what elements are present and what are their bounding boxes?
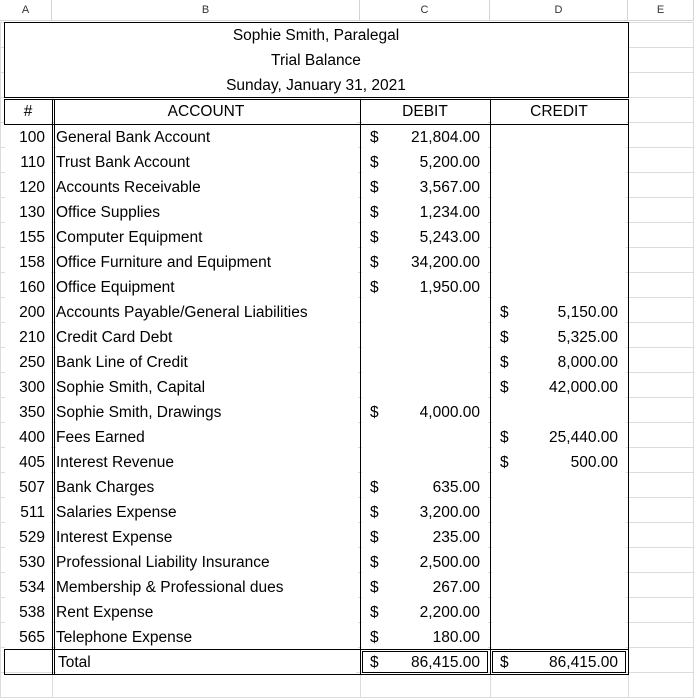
credit-value: 25,440.00 xyxy=(549,429,618,446)
account-number[interactable]: 538 xyxy=(5,600,51,625)
debit-value: 2,200.00 xyxy=(419,604,480,621)
account-name[interactable]: Accounts Receivable xyxy=(56,175,358,200)
account-name[interactable]: Membership & Professional dues xyxy=(56,575,358,600)
debit-cell[interactable] xyxy=(362,325,488,350)
debit-currency: $ xyxy=(370,229,379,246)
debit-value: 3,567.00 xyxy=(419,179,480,196)
total-credit-currency: $ xyxy=(500,654,509,671)
account-number[interactable]: 200 xyxy=(5,300,51,325)
debit-currency: $ xyxy=(370,129,379,146)
credit-value: 500.00 xyxy=(570,454,618,471)
credit-value: 8,000.00 xyxy=(557,354,618,371)
account-name[interactable]: Professional Liability Insurance xyxy=(56,550,358,575)
total-debit-value: 86,415.00 xyxy=(411,654,480,671)
account-number[interactable]: 100 xyxy=(5,125,51,150)
debit-currency: $ xyxy=(370,529,379,546)
debit-currency: $ xyxy=(370,204,379,221)
credit-cell[interactable] xyxy=(492,125,626,150)
debit-value: 267.00 xyxy=(432,579,480,596)
debit-cell[interactable] xyxy=(362,375,488,400)
header-debit: DEBIT xyxy=(362,99,488,124)
account-name[interactable]: Credit Card Debt xyxy=(56,325,358,350)
account-number[interactable]: 529 xyxy=(5,525,51,550)
credit-cell[interactable] xyxy=(492,325,626,350)
credit-cell[interactable] xyxy=(492,600,626,625)
account-number[interactable]: 405 xyxy=(5,450,51,475)
debit-cell[interactable] xyxy=(362,300,488,325)
account-number[interactable]: 158 xyxy=(5,250,51,275)
company-name: Sophie Smith, Paralegal xyxy=(4,23,628,48)
account-name[interactable]: Office Supplies xyxy=(56,200,358,225)
credit-cell[interactable] xyxy=(492,275,626,300)
debit-cell[interactable] xyxy=(362,450,488,475)
debit-cell[interactable] xyxy=(362,275,488,300)
debit-currency: $ xyxy=(370,629,379,646)
account-number[interactable]: 155 xyxy=(5,225,51,250)
account-name[interactable]: Interest Revenue xyxy=(56,450,358,475)
debit-cell[interactable] xyxy=(362,550,488,575)
account-name[interactable]: Interest Expense xyxy=(56,525,358,550)
account-name[interactable]: Salaries Expense xyxy=(56,500,358,525)
credit-cell[interactable] xyxy=(492,150,626,175)
account-name[interactable]: Office Furniture and Equipment xyxy=(56,250,358,275)
account-number[interactable]: 530 xyxy=(5,550,51,575)
debit-value: 21,804.00 xyxy=(411,129,480,146)
debit-cell[interactable] xyxy=(362,350,488,375)
report-date: Sunday, January 31, 2021 xyxy=(4,73,628,98)
debit-cell[interactable] xyxy=(362,525,488,550)
account-name[interactable]: Bank Charges xyxy=(56,475,358,500)
column-header-e[interactable]: E xyxy=(628,0,694,21)
credit-cell[interactable] xyxy=(492,425,626,450)
credit-value: 5,325.00 xyxy=(557,329,618,346)
account-name[interactable]: Rent Expense xyxy=(56,600,358,625)
header-num: # xyxy=(5,99,51,124)
debit-cell[interactable] xyxy=(362,225,488,250)
account-number[interactable]: 130 xyxy=(5,200,51,225)
column-header-c[interactable]: C xyxy=(360,0,490,21)
debit-cell[interactable] xyxy=(362,475,488,500)
credit-value: 5,150.00 xyxy=(557,304,618,321)
debit-currency: $ xyxy=(370,154,379,171)
debit-cell[interactable] xyxy=(362,575,488,600)
debit-value: 5,243.00 xyxy=(419,229,480,246)
account-number[interactable]: 507 xyxy=(5,475,51,500)
credit-value: 42,000.00 xyxy=(549,379,618,396)
account-name[interactable]: Bank Line of Credit xyxy=(56,350,358,375)
credit-cell[interactable] xyxy=(492,475,626,500)
debit-cell[interactable] xyxy=(362,200,488,225)
debit-cell[interactable] xyxy=(362,175,488,200)
debit-currency: $ xyxy=(370,554,379,571)
column-header-b[interactable]: B xyxy=(52,0,360,21)
debit-value: 3,200.00 xyxy=(419,504,480,521)
debit-value: 1,950.00 xyxy=(419,279,480,296)
credit-cell[interactable] xyxy=(492,400,626,425)
credit-cell[interactable] xyxy=(492,300,626,325)
credit-currency: $ xyxy=(500,304,509,321)
account-name[interactable]: Fees Earned xyxy=(56,425,358,450)
debit-value: 635.00 xyxy=(432,479,480,496)
report-title: Trial Balance xyxy=(4,48,628,73)
header-account: ACCOUNT xyxy=(55,99,357,124)
debit-currency: $ xyxy=(370,504,379,521)
credit-cell[interactable] xyxy=(492,350,626,375)
debit-currency: $ xyxy=(370,404,379,421)
debit-cell[interactable] xyxy=(362,250,488,275)
debit-currency: $ xyxy=(370,279,379,296)
credit-cell[interactable] xyxy=(492,500,626,525)
account-number[interactable]: 110 xyxy=(5,150,51,175)
account-name[interactable]: Computer Equipment xyxy=(56,225,358,250)
account-number[interactable]: 565 xyxy=(5,625,51,650)
credit-cell[interactable] xyxy=(492,200,626,225)
column-header-d[interactable]: D xyxy=(490,0,628,21)
account-number[interactable]: 210 xyxy=(5,325,51,350)
credit-cell[interactable] xyxy=(492,225,626,250)
credit-cell[interactable] xyxy=(492,550,626,575)
account-name[interactable]: Accounts Payable/General Liabilities xyxy=(56,300,358,325)
credit-cell[interactable] xyxy=(492,375,626,400)
debit-currency: $ xyxy=(370,254,379,271)
credit-cell[interactable] xyxy=(492,525,626,550)
account-name[interactable]: Sophie Smith, Capital xyxy=(56,375,358,400)
account-name[interactable]: Office Equipment xyxy=(56,275,358,300)
debit-value: 34,200.00 xyxy=(411,254,480,271)
credit-currency: $ xyxy=(500,429,509,446)
account-number[interactable]: 300 xyxy=(5,375,51,400)
account-number[interactable]: 120 xyxy=(5,175,51,200)
worksheet-grid[interactable] xyxy=(0,22,694,698)
credit-cell[interactable] xyxy=(492,450,626,475)
column-header-bar xyxy=(0,0,694,22)
debit-currency: $ xyxy=(370,479,379,496)
account-number[interactable]: 350 xyxy=(5,400,51,425)
column-header-a[interactable]: A xyxy=(0,0,52,21)
debit-currency: $ xyxy=(370,179,379,196)
debit-cell[interactable] xyxy=(362,125,488,150)
credit-cell[interactable] xyxy=(492,250,626,275)
account-number[interactable]: 534 xyxy=(5,575,51,600)
account-name[interactable]: Telephone Expense xyxy=(56,625,358,650)
header-credit: CREDIT xyxy=(492,99,626,124)
account-number[interactable]: 511 xyxy=(5,500,51,525)
credit-currency: $ xyxy=(500,329,509,346)
credit-cell[interactable] xyxy=(492,625,626,650)
debit-value: 4,000.00 xyxy=(419,404,480,421)
account-name[interactable]: Sophie Smith, Drawings xyxy=(56,400,358,425)
account-number[interactable]: 400 xyxy=(5,425,51,450)
debit-cell[interactable] xyxy=(362,500,488,525)
debit-cell[interactable] xyxy=(362,150,488,175)
account-number[interactable]: 160 xyxy=(5,275,51,300)
debit-cell[interactable] xyxy=(362,600,488,625)
total-label: Total xyxy=(56,650,356,675)
debit-value: 1,234.00 xyxy=(419,204,480,221)
credit-cell[interactable] xyxy=(492,175,626,200)
total-debit-currency: $ xyxy=(370,654,379,671)
credit-currency: $ xyxy=(500,454,509,471)
debit-value: 235.00 xyxy=(432,529,480,546)
debit-value: 5,200.00 xyxy=(419,154,480,171)
total-credit-value: 86,415.00 xyxy=(549,654,618,671)
credit-cell[interactable] xyxy=(492,575,626,600)
debit-cell[interactable] xyxy=(362,625,488,650)
debit-value: 2,500.00 xyxy=(419,554,480,571)
account-name[interactable]: Trust Bank Account xyxy=(56,150,358,175)
credit-currency: $ xyxy=(500,354,509,371)
debit-currency: $ xyxy=(370,604,379,621)
account-name[interactable]: General Bank Account xyxy=(56,125,358,150)
credit-currency: $ xyxy=(500,379,509,396)
debit-cell[interactable] xyxy=(362,400,488,425)
debit-value: 180.00 xyxy=(432,629,480,646)
account-number[interactable]: 250 xyxy=(5,350,51,375)
debit-currency: $ xyxy=(370,579,379,596)
debit-cell[interactable] xyxy=(362,425,488,450)
